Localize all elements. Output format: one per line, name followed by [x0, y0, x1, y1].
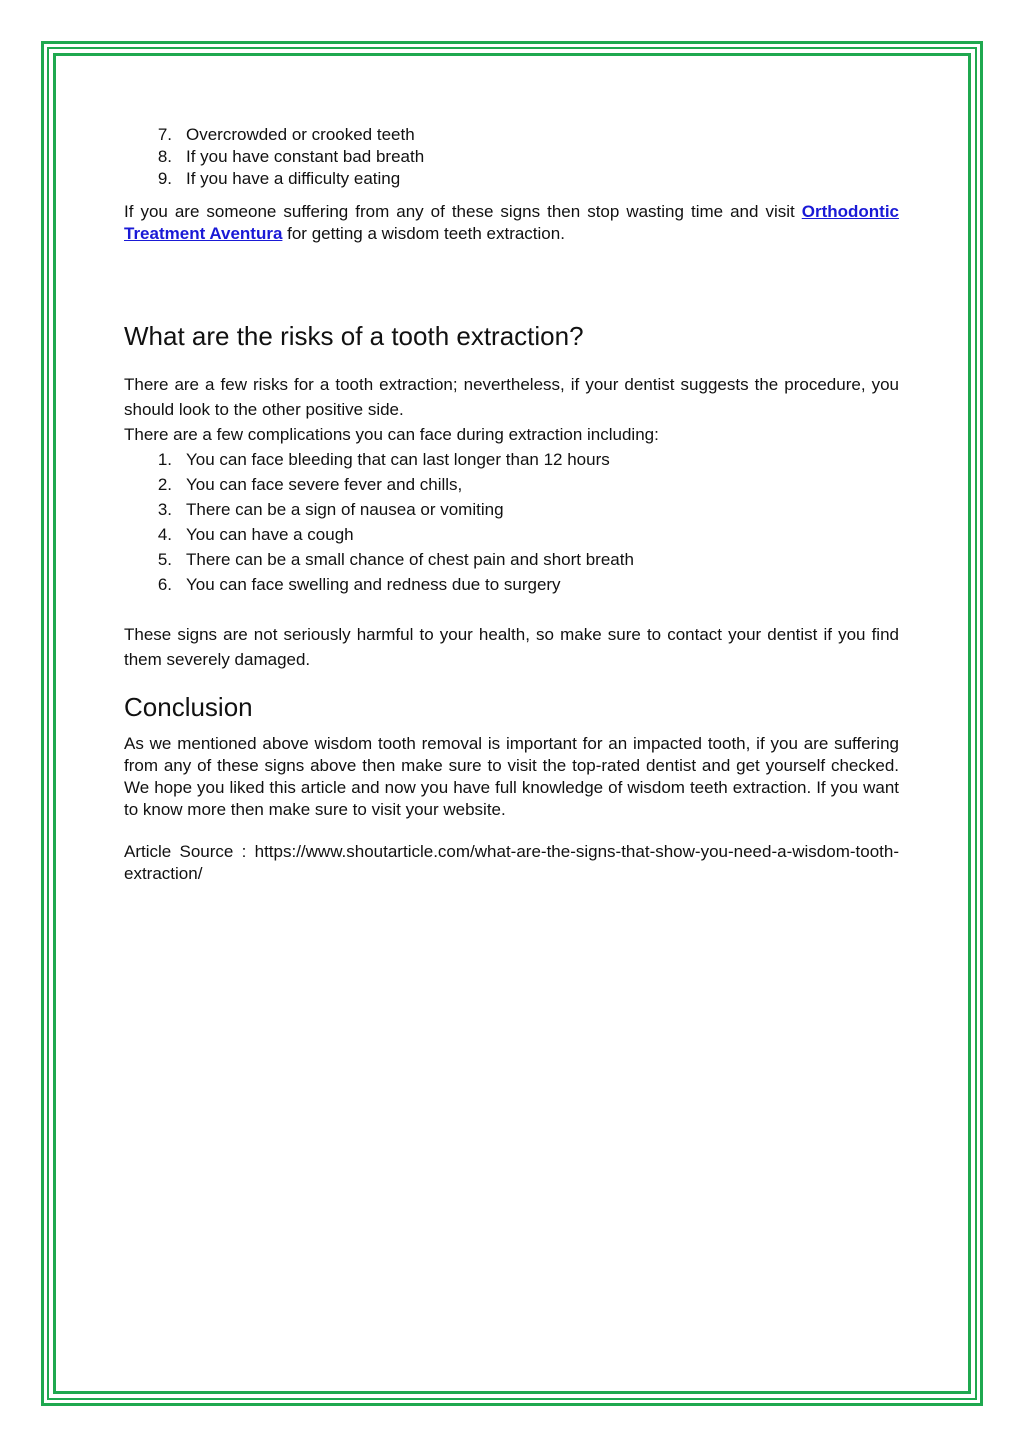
intro-text-before: If you are someone suffering from any of these signs then stop wasting time and visit [124, 202, 802, 221]
complications-intro: There are a few complications you can face during extraction including: [124, 425, 659, 444]
list-item-text: If you have constant bad breath [186, 147, 425, 166]
list-item-number: 4. [157, 525, 172, 544]
list-item-number: 8. [157, 147, 172, 166]
list-item-number: 6. [157, 575, 172, 594]
list-item [124, 547, 899, 572]
conclusion-heading: Conclusion [124, 692, 253, 722]
list-item-number: 3. [157, 500, 172, 519]
document-content [124, 124, 899, 885]
list-item-number: 7. [157, 125, 172, 144]
list-item-text: You can face severe fever and chills, [186, 475, 463, 494]
orthodontic-treatment-link[interactable]: Orthodontic Treatment Aventura [124, 202, 899, 243]
list-item [124, 497, 899, 522]
list-item-text: You can face bleeding that can last longer than 12 hours [186, 450, 610, 469]
signs-list-continued [124, 124, 899, 190]
risks-heading: What are the risks of a tooth extraction? [124, 321, 584, 351]
list-item [124, 522, 899, 547]
list-item-text: You can face swelling and redness due to surgery [186, 575, 561, 594]
list-item [124, 146, 899, 168]
list-item-text: Overcrowded or crooked teeth [186, 125, 415, 144]
risks-list [124, 447, 899, 597]
intro-text-after: for getting a wisdom teeth extraction. [282, 224, 565, 243]
conclusion-paragraph: As we mentioned above wisdom tooth removal is important for an impacted tooth, if you are suffering from any of these signs above then make sure to visit the top-rated dentist and get yourself checked. We hope you liked this article and now you have full knowledge of wisdom teeth extraction. If you want to know more then make sure to visit your website. [124, 734, 899, 819]
list-item [124, 447, 899, 472]
article-source: Article Source : https://www.shoutarticle.com/what-are-the-signs-that-show-you-need-a-wisdom-tooth-extraction/ [124, 842, 899, 883]
list-item-number: 1. [157, 450, 172, 469]
risks-paragraph: There are a few risks for a tooth extraction; nevertheless, if your dentist suggests the procedure, you should look to the other positive side. [124, 375, 899, 419]
list-item [124, 124, 899, 146]
list-item [124, 572, 899, 597]
list-item-number: 9. [157, 169, 172, 188]
list-item-number: 5. [157, 550, 172, 569]
list-item [124, 472, 899, 497]
list-item-text: There can be a small chance of chest pain and short breath [186, 550, 634, 569]
risks-closing-paragraph: These signs are not seriously harmful to your health, so make sure to contact your dentist if you find them severely damaged. [124, 625, 899, 669]
list-item-text: If you have a difficulty eating [186, 169, 401, 188]
list-item-text: There can be a sign of nausea or vomiting [186, 500, 504, 519]
list-item-number: 2. [157, 475, 172, 494]
list-item [124, 168, 899, 190]
intro-paragraph [124, 201, 899, 245]
list-item-text: You can have a cough [186, 525, 354, 544]
